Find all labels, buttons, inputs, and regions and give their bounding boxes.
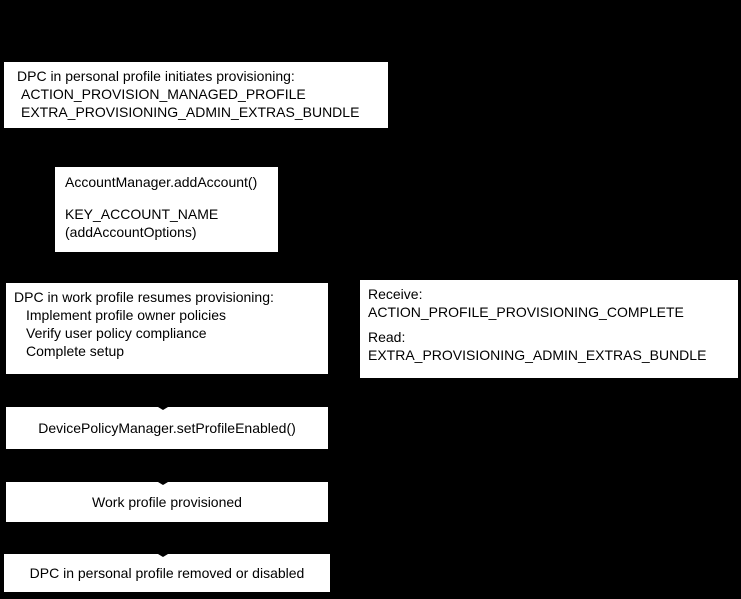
box-line: Work profile provisioned — [92, 494, 242, 510]
box-line: KEY_ACCOUNT_NAME — [65, 206, 219, 222]
box-line: Receive: — [368, 286, 423, 302]
box-line: Verify user policy compliance — [26, 325, 207, 341]
box-set-profile-enabled — [6, 407, 328, 449]
box-line: Complete setup — [26, 343, 125, 359]
box-line: DPC in work profile resumes provisioning: — [14, 289, 274, 305]
box-line: DevicePolicyManager.setProfileEnabled() — [38, 420, 296, 436]
box-line: AccountManager.addAccount() — [65, 174, 258, 190]
box-line: EXTRA_PROVISIONING_ADMIN_EXTRAS_BUNDLE — [21, 104, 360, 120]
box-line: ACTION_PROVISION_MANAGED_PROFILE — [21, 86, 306, 102]
box-account-manager-add-account — [55, 167, 278, 252]
box-dpc-work-resumes — [6, 283, 328, 374]
box-line: Read: — [368, 329, 406, 345]
box-work-profile-provisioned — [6, 482, 328, 522]
arrowhead-down-icon — [158, 482, 168, 485]
box-receive-provisioning-complete — [360, 280, 738, 378]
arrowhead-down-icon — [158, 554, 168, 557]
box-line: Implement profile owner policies — [26, 307, 226, 323]
box-line: DPC in personal profile removed or disabled — [29, 565, 305, 581]
box-line: EXTRA_PROVISIONING_ADMIN_EXTRAS_BUNDLE — [368, 347, 707, 363]
box-dpc-personal-initiates — [4, 62, 388, 128]
arrowhead-down-icon — [158, 407, 168, 410]
box-line: DPC in personal profile initiates provisioning: — [17, 68, 295, 84]
box-dpc-personal-removed — [4, 554, 330, 592]
box-line: (addAccountOptions) — [65, 224, 197, 240]
box-line: ACTION_PROFILE_PROVISIONING_COMPLETE — [368, 304, 684, 320]
